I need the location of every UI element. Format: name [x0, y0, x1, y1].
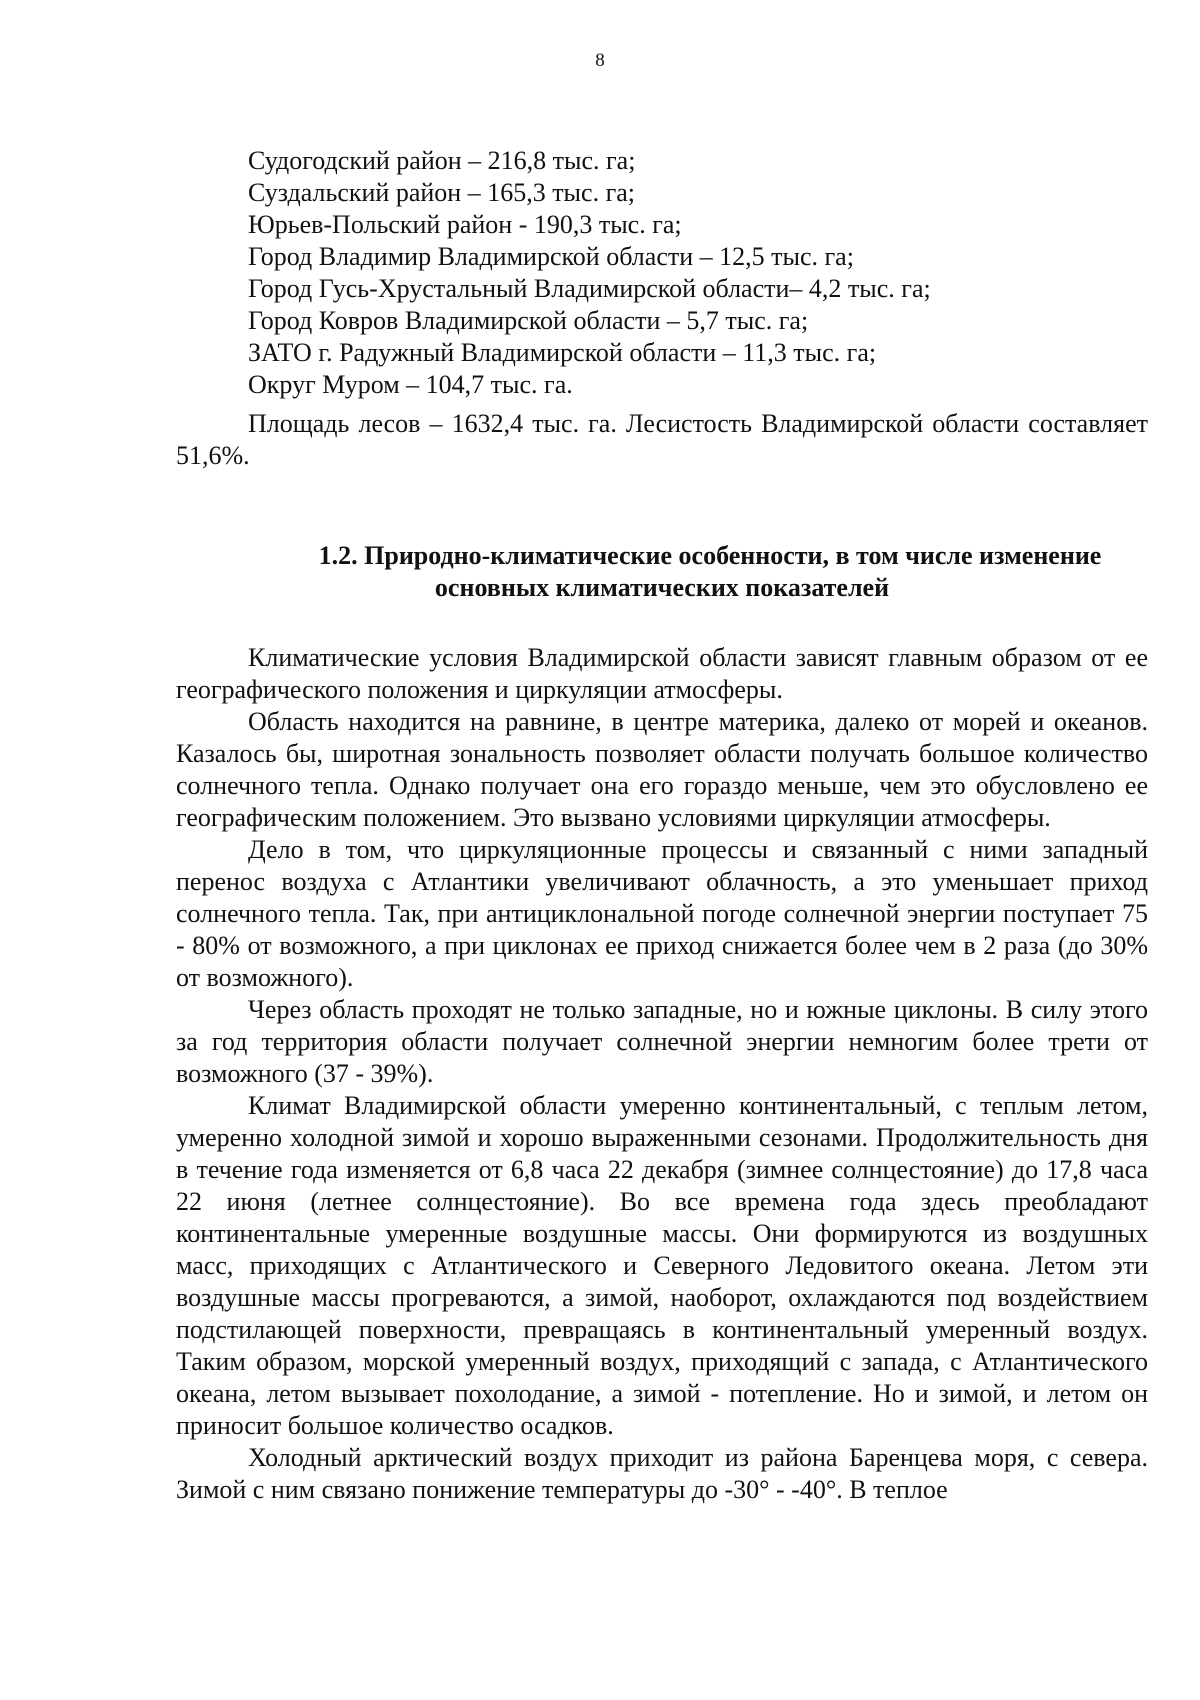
climate-paragraph: Через область проходят не только западные, но и южные циклоны. В силу этого за год территория области получает солнечной энергии немногим более трети от возможного (37 - 39%). — [176, 995, 1148, 1088]
climate-paragraph: Климат Владимирской области умеренно континентальный, с теплым летом, умеренно холодной зимой и хорошо выраженными сезонами. Продолжительность дня в течение года изменяется от 6,8 часа 22 декабря (зимнее солнцестояние) до 17,8 часа 22 июня (летнее солнцестояние). Во все времена года здесь преобладают континентальные умеренные воздушные массы. Они формируются из воздушных масс, приходящих с Атлантического и Северного Ледовитого океана. Летом эти воздушные массы прогреваются, а зимой, наоборот, охлаждаются под воздействием подстилающей поверхности, превращаясь в континентальный умеренный воздух. Таким образом, морской умеренный воздух, приходящий с запада, с Атлантического океана, летом вызывает похолодание, а зимой - потепление. Но и зимой, и летом он приносит большое количество осадков. — [176, 1091, 1148, 1440]
district-item-suzdalsky: Суздальский район – 165,3 тыс. га; — [248, 178, 635, 207]
climate-paragraph: Холодный арктический воздух приходит из района Баренцева моря, с севера. Зимой с ним связано понижение температуры до -30° - -40°. В теплое — [176, 1443, 1148, 1504]
district-item-murom: Округ Муром – 104,7 тыс. га. — [248, 370, 573, 399]
page-number: 8 — [595, 50, 605, 71]
forest-summary-block — [176, 408, 1148, 472]
section-heading-line-2: основных климатических показателей — [434, 573, 890, 602]
district-item-gus-khrustalny-city: Город Гусь-Хрустальный Владимирской области– 4,2 тыс. га; — [248, 274, 931, 303]
section-heading-line-1: 1.2. Природно-климатические особенности, в том числе изменение — [318, 541, 1102, 570]
climate-paragraph: Климатические условия Владимирской области зависят главным образом от ее географического положения и циркуляции атмосферы. — [176, 643, 1148, 704]
district-item-sudogodsky: Судогодский район – 216,8 тыс. га; — [248, 146, 636, 175]
district-item-yuryev-polsky: Юрьев-Польский район - 190,3 тыс. га; — [248, 210, 682, 239]
climate-paragraph: Область находится на равнине, в центре материка, далеко от морей и океанов. Казалось бы, широтная зональность позволяет области получать большое количество солнечного тепла. Однако получает она его гораздо меньше, чем это обусловлено ее географическим положением. Это вызвано условиями циркуляции атмосферы. — [176, 707, 1148, 832]
district-item-kovrov-city: Город Ковров Владимирской области – 5,7 тыс. га; — [248, 306, 809, 335]
forest-summary-paragraph: Площадь лесов – 1632,4 тыс. га. Лесистость Владимирской области составляет 51,6%. — [176, 409, 1148, 470]
district-item-vladimir-city: Город Владимир Владимирской области – 12,5 тыс. га; — [248, 242, 854, 271]
climate-paragraph: Дело в том, что циркуляционные процессы и связанный с ними западный перенос воздуха с Атлантики увеличивают облачность, а это уменьшает приход солнечного тепла. Так, при антициклональной погоде солнечной энергии поступает 75 - 80% от возможного, а при циклонах ее приход снижается более чем в 2 раза (до 30% от возможного). — [176, 835, 1148, 992]
section-heading — [176, 540, 1148, 604]
climate-section-body — [176, 642, 1148, 1506]
district-forest-area-list — [248, 145, 1148, 401]
district-item-raduzhny: ЗАТО г. Радужный Владимирской области – 11,3 тыс. га; — [248, 338, 877, 367]
